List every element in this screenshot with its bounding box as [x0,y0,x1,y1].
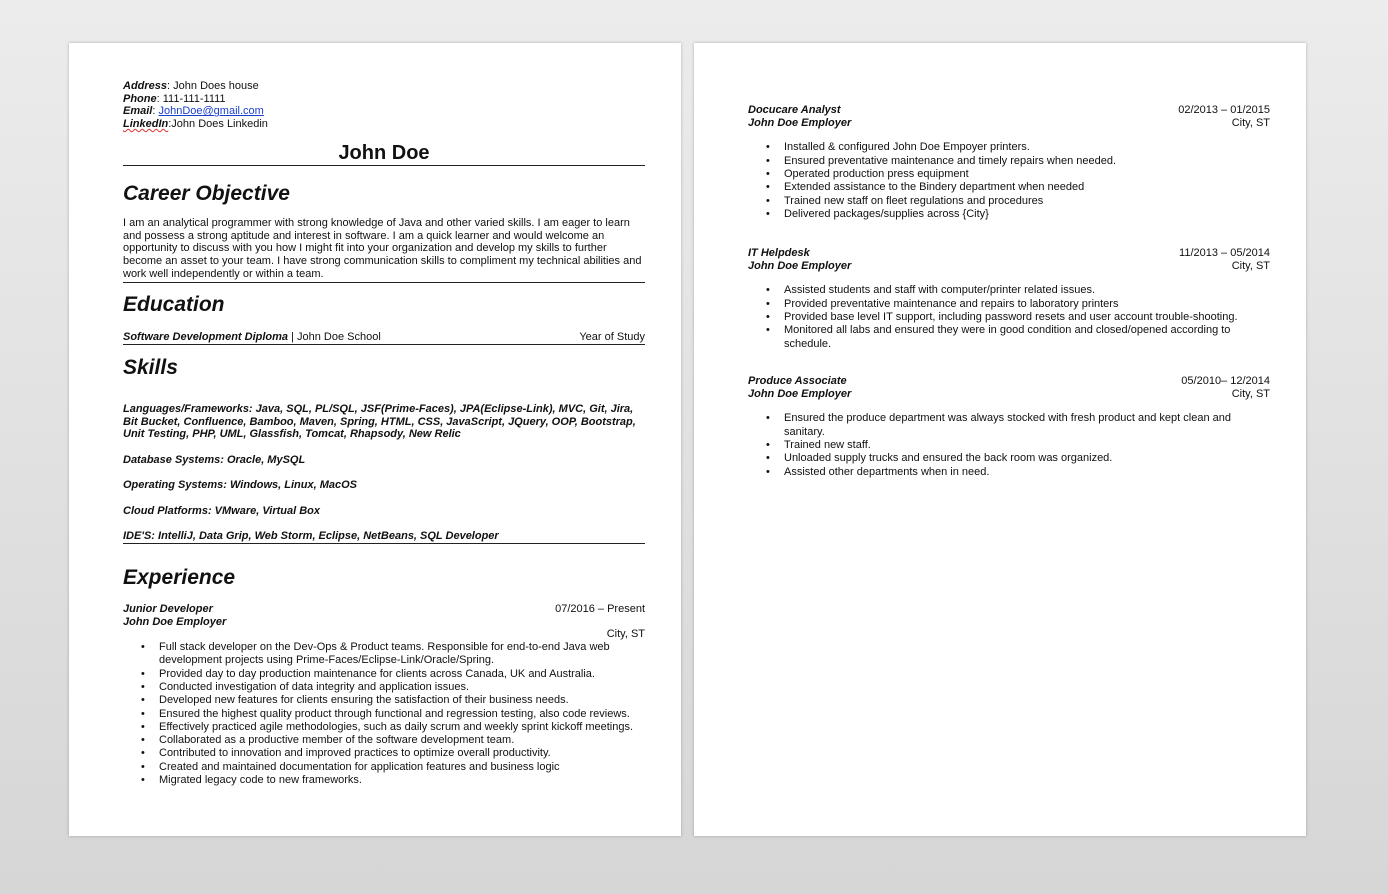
job-location: City, ST [606,628,645,641]
skill-line: IDE'S: IntelliJ, Data Grip, Web Storm, Eclipse, NetBeans, SQL Developer [123,529,499,542]
job-bullet: • Provided day to day production maintenance for clients across Canada, UK and Australia. [123,668,645,681]
objective-heading: Career Objective [123,182,290,205]
job-title: Docucare Analyst [748,104,841,116]
job-bullet: • Trained new staff. [748,439,1270,452]
job-bullet: • Provided preventative maintenance and repairs to laboratory printers [748,298,1270,311]
education-row [123,331,645,345]
degree: Software Development Diploma [123,331,289,343]
job-header-row [748,104,1270,117]
skill-line: Database Systems: Oracle, MySQL [123,453,306,466]
job-bullet: • Monitored all labs and ensured they were in good condition and closed/opened according to schedule. [748,324,1270,351]
school: | John Doe School [288,331,381,343]
job-location: City, ST [1231,387,1270,400]
skill-line: Operating Systems: Windows, Linux, MacOS [123,479,357,492]
job-bullet: • Trained new staff on fleet regulations and procedures [748,195,1270,208]
education-heading: Education [123,293,225,316]
job-bullet: • Collaborated as a productive member of the software development team. [123,734,645,747]
job-entry [748,247,1270,351]
job-header-row [123,603,645,616]
job-location: City, ST [1231,116,1270,129]
job-title: Produce Associate [748,375,847,387]
job-dates: 07/2016 – Present [555,603,645,615]
resume-page-1 [69,43,681,836]
address-label: Address [123,80,168,92]
job-entry [123,603,645,787]
job-employer-row [123,616,645,629]
experience-heading: Experience [123,566,236,589]
job-bullet: • Created and maintained documentation for application features and business logic [123,761,645,774]
job-bullet: • Operated production press equipment [748,168,1270,181]
job-employer-row [748,388,1270,401]
job-bullet: • Conducted investigation of data integrity and application issues. [123,681,645,694]
job-title: Junior Developer [123,603,213,615]
job-bullet: • Effectively practiced agile methodologies, such as daily scrum and weekly sprint kickoff meetings. [123,721,645,734]
job-bullet: • Ensured preventative maintenance and timely repairs when needed. [748,155,1270,168]
job-employer: John Doe Employer [123,615,227,628]
job-employer: John Doe Employer [748,116,852,129]
job-title: IT Helpdesk [748,247,810,259]
job-bullet: • Developed new features for clients ensuring the satisfaction of their business needs. [123,694,645,707]
job-bullets [748,284,1270,350]
objective-text: I am an analytical programmer with strong knowledge of Java and other varied skills. I am eager to learn and possess a strong aptitude and interest in software. I am a quick learner and would welcome an opportunity to discuss with you how I might fit into your organization and develop my skills to further become an asset to your team. I have strong communication skills to compliment my technical abilities and work well independently or within a team. [123,217,645,283]
job-employer: John Doe Employer [748,259,852,272]
skill-line: Cloud Platforms: VMware, Virtual Box [123,504,321,517]
skill-line: Languages/Frameworks: Java, SQL, PL/SQL, JSF(Prime-Faces), JPA(Eclipse-Link), MVC, Git, Jira, Bit Bucket, Confluence, Bamboo, Maven, Spring, HTML, CSS, JavaScript, JQuery, OOP, Bootstrap, Unit Testing, PHP, UML, Glassfish, Tomcat, Rhapsody, New Relic [123,403,636,441]
phone: 111-111-1111 [162,92,226,105]
job-bullet: • Extended assistance to the Bindery department when needed [748,181,1270,194]
job-bullet: • Ensured the produce department was always stocked with fresh product and kept clean and sanitary. [748,412,1270,439]
job-bullet: • Assisted students and staff with computer/printer related issues. [748,284,1270,297]
job-location-row [123,628,645,641]
candidate-name: John Doe [123,141,645,166]
job-employer-row [748,260,1270,273]
linkedin: John Does Linkedin [171,118,268,131]
education-year: Year of Study [579,331,645,343]
job-bullet: • Contributed to innovation and improved practices to optimize overall productivity. [123,747,645,760]
job-employer: John Doe Employer [748,387,852,400]
job-bullets [748,412,1270,478]
job-bullet: • Unloaded supply trucks and ensured the back room was organized. [748,452,1270,465]
job-dates: 11/2013 – 05/2014 [1179,247,1270,259]
resume-page-2 [694,43,1306,836]
job-bullet: • Assisted other departments when in need. [748,466,1270,479]
job-bullets [123,641,645,787]
job-dates: 02/2013 – 01/2015 [1178,104,1270,116]
job-bullet: • Ensured the highest quality product through functional and regression testing, also code reviews. [123,708,645,721]
skills-list [123,403,645,544]
linkedin-label: LinkedIn [123,118,169,131]
job-bullets [748,141,1270,221]
contact-info: Address: John Does house Phone: 111-111-1111 Email: JohnDoe@gmail.com LinkedIn:John Does Linkedin [123,80,268,131]
job-header-row [748,247,1270,260]
job-location: City, ST [1231,259,1270,272]
job-bullet: • Provided base level IT support, including password resets and user account trouble-shooting. [748,311,1270,324]
job-bullet: • Full stack developer on the Dev-Ops & Product teams. Responsible for end-to-end Java web development projects using Prime-Faces/Eclipse-Link/Oracle/Spring. [123,641,645,668]
job-bullet: • Installed & configured John Doe Empoyer printers. [748,141,1270,154]
email-label: Email [123,105,153,118]
job-bullet: • Migrated legacy code to new frameworks. [123,774,645,787]
email-link[interactable]: JohnDoe@gmail.com [158,105,264,118]
job-header-row [748,375,1270,388]
job-bullet: • Delivered packages/supplies across {City} [748,208,1270,221]
skills-heading: Skills [123,356,178,379]
job-entry [748,104,1270,221]
job-dates: 05/2010– 12/2014 [1181,375,1270,387]
job-employer-row [748,117,1270,130]
job-entry [748,375,1270,479]
address: John Does house [173,80,259,92]
phone-label: Phone [123,92,157,105]
